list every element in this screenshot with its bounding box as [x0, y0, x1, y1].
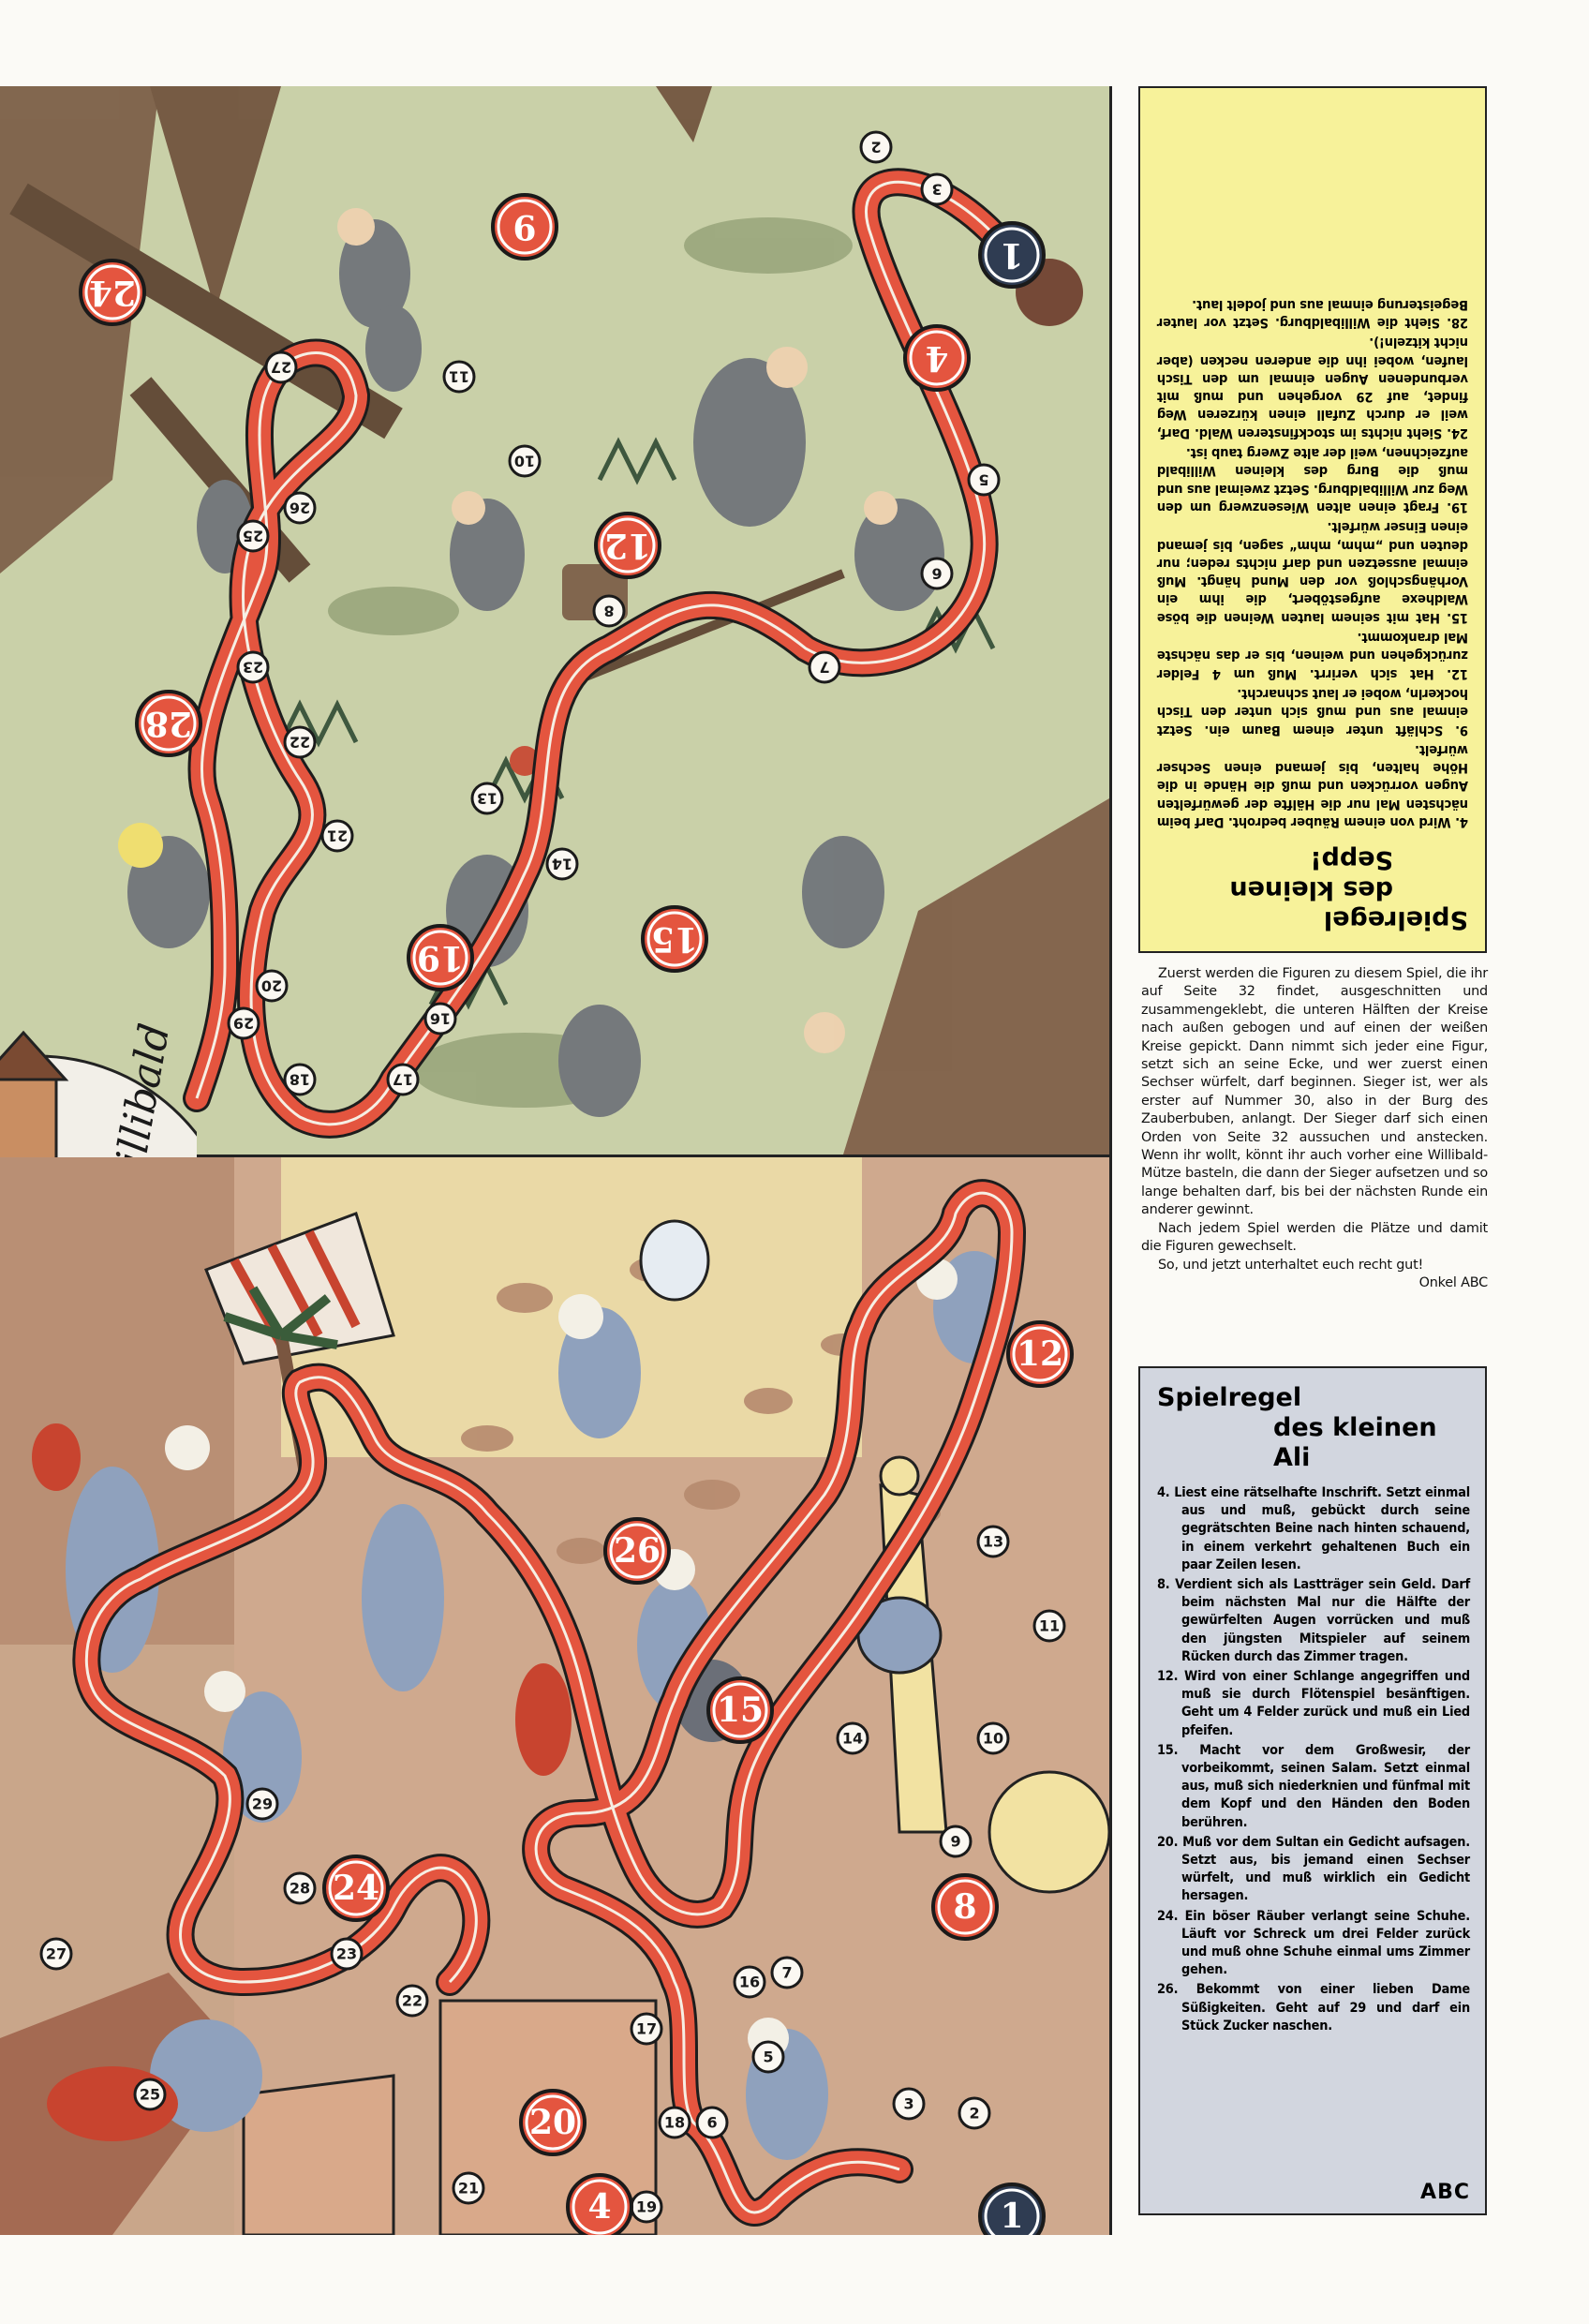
board-field — [969, 465, 999, 495]
special-field — [596, 514, 660, 577]
field-number: 23 — [242, 658, 264, 677]
bazaar-scenery — [0, 1214, 1109, 2235]
sepp-rule: 9. Schläft unter einem Baum ein. Setzt einmal aus und muß sich unter den Tisch hockerln, wobei er laut schnarcht. — [1157, 685, 1468, 738]
field-number: 11 — [448, 367, 470, 386]
sepp-rule: 15. Hat mit seinem lauten Weinen die böse Waldhexe aufgestöbert, die ihm ein Vorhängschloß vor den Mund hängt. Muß einmal aussetzen und darf nichts reden; nur deuten und „mhm, mhm“ sagen, bis jemand einen Einser würfelt. — [1157, 519, 1468, 626]
field-number: 14 — [551, 855, 573, 873]
board-field — [735, 1967, 765, 1997]
board-field — [510, 446, 540, 476]
ali-title-line1: Spielregel — [1157, 1383, 1302, 1412]
board-field — [547, 849, 577, 879]
field-number: 27 — [45, 1944, 67, 1963]
field-number: 9 — [950, 1832, 961, 1851]
board-field — [894, 2089, 924, 2119]
field-number: 25 — [242, 527, 264, 545]
sepp-board — [0, 86, 1109, 1157]
field-number: 17 — [635, 2019, 658, 2038]
field-number: 15 — [650, 919, 699, 959]
field-number: 15 — [716, 1691, 765, 1730]
game-board — [0, 86, 1112, 2235]
ali-rule: 20. Muß vor dem Sultan ein Gedicht aufsagen. Setzt aus, bis jemand einen Sechser würfelt, und muß wirklich ein Gedicht hersagen. — [1157, 1834, 1470, 1904]
ali-board — [0, 1157, 1109, 2235]
field-number: 12 — [603, 526, 652, 565]
board-field — [238, 521, 268, 551]
special-field — [137, 692, 200, 755]
board-field — [922, 174, 952, 204]
sepp-rules-panel — [1138, 86, 1487, 953]
special-field — [605, 1519, 669, 1583]
board-field — [861, 132, 891, 162]
intro-text — [1141, 965, 1488, 1292]
field-number: 2 — [870, 138, 882, 156]
field-number: 18 — [289, 1070, 311, 1089]
field-number: 18 — [663, 2113, 686, 2132]
field-number: 6 — [706, 2113, 718, 2132]
board-field — [285, 1065, 315, 1095]
field-number: 20 — [528, 2103, 577, 2142]
ali-rule: 8. Verdient sich als Lastträger sein Geld. Darf beim nächsten Mal nur die Hälfte der gewürfelten Augen vorrücken und muß den jüngsten Mitspieler auf seinem Rücken durch das Zimmer tragen. — [1157, 1577, 1470, 1664]
field-number: 21 — [457, 2179, 480, 2197]
sepp-rule: 12. Hat sich verirrt. Muß um 4 Felder zurückgehen und weinen, bis er das nächste Mal drankommt. — [1157, 630, 1468, 682]
field-number: 22 — [289, 733, 311, 752]
field-number: 26 — [289, 499, 311, 517]
board-field — [753, 2042, 783, 2072]
special-field — [1008, 1322, 1072, 1386]
ali-title-line2: des kleinen Ali — [1273, 1413, 1437, 1472]
ali-rules-title — [1157, 1383, 1470, 1473]
ali-rules-panel — [1138, 1366, 1487, 2215]
ali-rule: 12. Wird von einer Schlange angegriffen und muß sie durch Flötenspiel besänftigen. Geht um 4 Felder zurück und muß ein Lied pfeifen. — [1157, 1669, 1470, 1738]
field-number: 1 — [1000, 235, 1024, 275]
board-field — [332, 1939, 362, 1969]
field-number: 27 — [270, 358, 292, 377]
field-number: 16 — [429, 1009, 452, 1028]
field-number: 29 — [232, 1014, 255, 1033]
sepp-rule: 24. Sieht nichts im stockfinsteren Wald. Darf, weil er durch Zufall einen kürzeren Weg findet, auf 29 vorgehen und muß mit verbundenen Augen einmal um den Tisch laufen, wobei ihn die anderen necken (aber nicht kitzeln!). — [1157, 335, 1468, 441]
board-field — [472, 783, 502, 813]
field-number: 8 — [953, 1887, 977, 1927]
intro-signature: Onkel ABC — [1418, 1274, 1488, 1290]
board-field — [631, 2192, 661, 2222]
board-field — [388, 1065, 418, 1095]
special-field — [643, 907, 706, 971]
field-number: 28 — [289, 1879, 311, 1898]
board-field — [266, 352, 296, 382]
intro-paragraph: So, und jetzt unterhaltet euch recht gut! — [1158, 1257, 1424, 1273]
intro-paragraph: Nach jedem Spiel werden die Plätze und damit die Figuren gewechselt. — [1141, 1220, 1488, 1255]
field-number: 14 — [841, 1729, 864, 1748]
sepp-title-line2: des kleinen Sepp! — [1229, 845, 1393, 904]
board-field — [285, 727, 315, 757]
board-field — [809, 652, 839, 682]
sepp-rules-content — [1157, 105, 1468, 934]
board-field — [697, 2108, 727, 2138]
field-number: 24 — [332, 1869, 380, 1908]
board-field — [660, 2108, 690, 2138]
sepp-rule: 4. Wird von einem Räuber bedroht. Darf beim nächsten Mal nur die Hälfte der gewürfelten Augen vorrücken und muß die Hände in die Höhe halten, bis jemand einen Sechser würfelt. — [1157, 741, 1468, 830]
special-field — [980, 223, 1044, 287]
board-field — [322, 821, 352, 851]
field-number: 13 — [476, 789, 498, 808]
field-number: 23 — [335, 1944, 358, 1963]
board-field — [257, 971, 287, 1001]
field-number: 1 — [1000, 2197, 1024, 2235]
field-number: 2 — [969, 2104, 980, 2123]
field-number: 10 — [982, 1729, 1004, 1748]
field-number: 4 — [587, 2187, 612, 2227]
board-field — [594, 596, 624, 626]
board-field — [978, 1527, 1008, 1557]
field-number: 11 — [1038, 1616, 1061, 1635]
field-number: 4 — [925, 338, 949, 378]
sepp-rule: 19. Fragt einen alten Wiesenzwerg um den Weg zur Willibaldburg. Setzt zweimal aus und muß die Burg des kleinen Willibald aufzeichnen, weil der alte Zwerg taub ist. — [1157, 445, 1468, 515]
field-number: 6 — [931, 564, 943, 583]
field-number: 16 — [738, 1973, 761, 1991]
ali-board-art — [0, 1157, 1109, 2235]
board-field — [285, 493, 315, 523]
sepp-rule: 28. Sieht die Willibaldburg. Setzt vor lauter Begeisterung einmal aus und jodelt laut. — [1157, 296, 1468, 331]
board-field — [838, 1723, 868, 1753]
field-number: 20 — [260, 976, 283, 995]
board-field — [922, 559, 952, 588]
field-number: 10 — [513, 452, 536, 470]
board-field — [941, 1826, 971, 1856]
special-field — [408, 926, 472, 990]
special-field — [324, 1856, 388, 1920]
board-field — [959, 2098, 989, 2128]
field-number: 22 — [401, 1991, 423, 2010]
board-field — [247, 1789, 277, 1819]
special-field — [708, 1678, 772, 1742]
board-field — [1034, 1611, 1064, 1641]
board-field — [229, 1008, 259, 1038]
field-number: 19 — [635, 2197, 658, 2216]
board-field — [41, 1939, 71, 1969]
board-field — [285, 1873, 315, 1903]
special-field — [521, 2091, 585, 2154]
special-field — [568, 2175, 631, 2235]
sepp-rules-title — [1157, 844, 1468, 934]
board-field — [238, 652, 268, 682]
board-field — [135, 2079, 165, 2109]
board-field — [772, 1958, 802, 1988]
field-number: 3 — [903, 2094, 914, 2113]
field-number: 7 — [819, 658, 830, 677]
ali-rule: 4. Liest eine rätselhafte Inschrift. Setzt einmal aus und muß, gebückt durch seine gegrätschten Beine nach hinten schauend, in einem verkehrt gehaltenen Buch ein paar Zeilen lesen. — [1157, 1485, 1470, 1572]
board-field — [453, 2173, 483, 2203]
board-field — [631, 2014, 661, 2044]
field-number: 3 — [931, 180, 943, 199]
field-number: 24 — [88, 273, 137, 312]
field-number: 29 — [251, 1795, 274, 1813]
special-field — [493, 195, 557, 259]
field-number: 5 — [763, 2048, 774, 2066]
special-field — [933, 1875, 997, 1939]
ali-rule: 26. Bekommt von einer lieben Dame Süßigkeiten. Geht auf 29 und darf ein Stück Zucker naschen. — [1157, 1982, 1470, 2034]
field-number: 28 — [144, 704, 193, 743]
board-field — [425, 1004, 455, 1034]
board-field — [978, 1723, 1008, 1753]
field-number: 7 — [781, 1963, 793, 1982]
special-field — [980, 2184, 1044, 2235]
special-field — [81, 261, 144, 324]
field-number: 17 — [392, 1070, 414, 1089]
sepp-title-line1: Spielregel — [1323, 905, 1468, 934]
intro-paragraph: Zuerst werden die Figuren zu diesem Spiel, die ihr auf Seite 32 findet, ausgeschnitten und zusammengeklebt, die unteren Hälften der Kreise nach außen gebogen und auf einen der weißen Kreise gepickt. Dann nimmt sich jeder eine Figur, setzt sich an seine Ecke, und wer zuerst einen Sechser würfelt, darf beginnen. Sieger ist, wer als erster auf Nummer 30, also in der Burg des Zauberbuben, anlangt. Der Sieger darf sich einen Orden von Seite 32 aussuchen und anstecken. Wenn ihr wollt, könnt ihr auch vorher eine Willibald-Mütze basteln, die dann der Sieger aufsetzen und so lange behalten darf, bis bei der nächsten Runde ein anderer gewinnt. — [1141, 966, 1488, 1218]
ali-signature: ABC — [1420, 2181, 1470, 2204]
sepp-board-art — [0, 86, 1109, 1155]
field-number: 19 — [416, 938, 465, 977]
field-number: 8 — [603, 602, 615, 620]
field-number: 9 — [512, 207, 537, 246]
board-field — [397, 1986, 427, 2016]
field-number: 26 — [613, 1531, 661, 1571]
board-field — [444, 362, 474, 392]
special-field — [905, 326, 969, 390]
field-number: 25 — [139, 2085, 161, 2104]
ali-rule: 15. Macht vor dem Großwesir, der vorbeikommt, seinen Salam. Setzt einmal aus, muß sich niederknien und fünfmal mit dem Kopf und den Händen den Boden berühren. — [1157, 1742, 1470, 1830]
field-number: 5 — [978, 470, 989, 489]
field-number: 13 — [982, 1532, 1004, 1551]
field-number: 12 — [1016, 1334, 1064, 1374]
ali-rule: 24. Ein böser Räuber verlangt seine Schuhe. Läuft vor Schreck um drei Felder zurück und muß ohne Schuhe einmal ums Zimmer gehen. — [1157, 1908, 1470, 1978]
field-number: 21 — [326, 827, 349, 845]
